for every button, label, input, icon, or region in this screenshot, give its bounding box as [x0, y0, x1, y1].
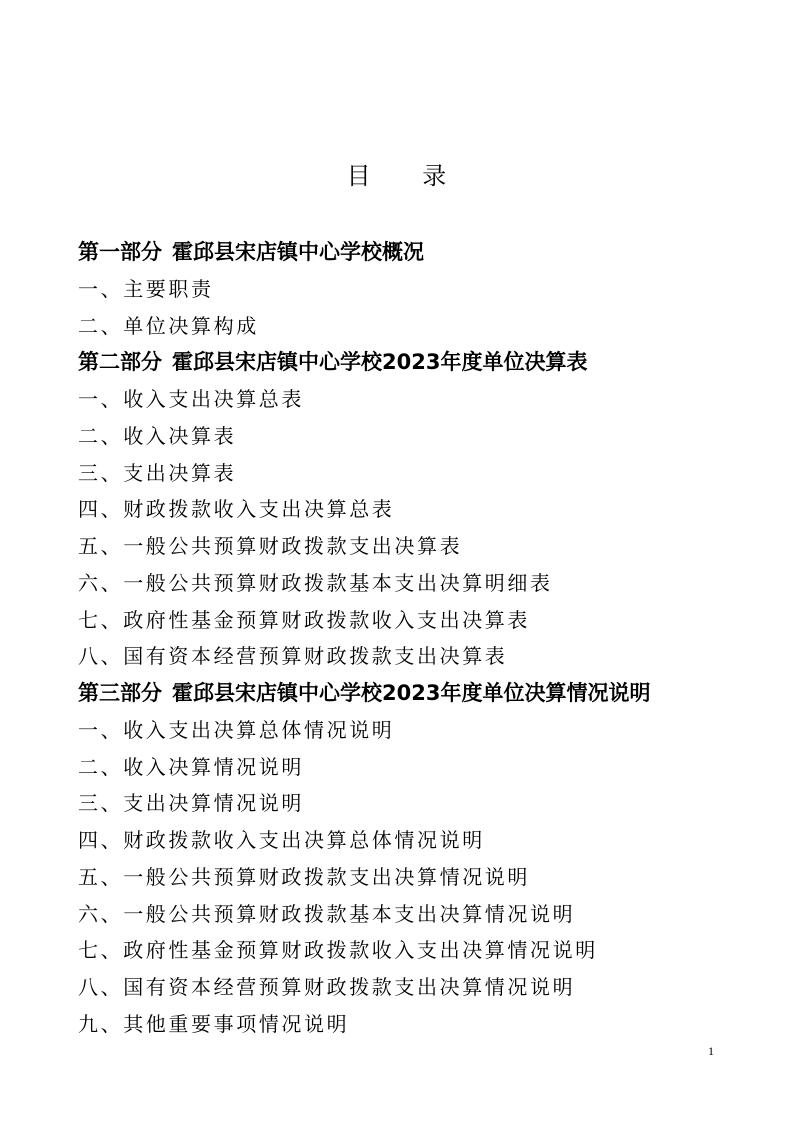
toc-item[interactable]: 五、一般公共预算财政拨款支出决算情况说明 [78, 864, 530, 889]
toc-item[interactable]: 二、收入决算表 [78, 423, 237, 448]
toc-item[interactable]: 五、一般公共预算财政拨款支出决算表 [78, 534, 463, 558]
toc-item[interactable]: 六、一般公共预算财政拨款基本支出决算情况说明 [78, 901, 576, 926]
toc-part-3[interactable] [78, 675, 758, 712]
toc-item[interactable]: 七、政府性基金预算财政拨款收入支出决算情况说明 [78, 938, 598, 963]
toc-part-1[interactable] [78, 234, 758, 271]
toc-item[interactable]: 三、支出决算情况说明 [78, 791, 304, 816]
toc-item[interactable]: 二、单位决算构成 [78, 313, 259, 338]
part-3-label: 第三部分 [78, 681, 162, 705]
toc-item[interactable]: 二、收入决算情况说明 [78, 754, 304, 779]
table-of-contents [78, 234, 758, 1043]
page-number: 1 [708, 1044, 714, 1058]
toc-item[interactable]: 七、政府性基金预算财政拨款收入支出决算表 [78, 607, 530, 632]
toc-item[interactable]: 一、收入支出决算总体情况说明 [78, 717, 395, 742]
part-2-label: 第二部分 [78, 350, 162, 375]
toc-item[interactable]: 六、一般公共预算财政拨款基本支出决算明细表 [78, 570, 553, 595]
toc-item[interactable]: 九、其他重要事项情况说明 [78, 1011, 350, 1036]
toc-part-2[interactable] [78, 344, 758, 381]
part-3-title: 霍邱县宋店镇中心学校2023年度单位决算情况说明 [172, 681, 651, 705]
toc-item[interactable]: 三、支出决算表 [78, 460, 237, 485]
toc-item[interactable]: 四、财政拨款收入支出决算总表 [78, 497, 395, 522]
part-2-title: 霍邱县宋店镇中心学校2023年度单位决算表 [172, 350, 588, 375]
toc-item[interactable]: 一、收入支出决算总表 [78, 387, 304, 411]
toc-item[interactable]: 四、财政拨款收入支出决算总体情况说明 [78, 828, 485, 852]
toc-item[interactable]: 八、国有资本经营预算财政拨款支出决算情况说明 [78, 975, 576, 999]
part-1-label: 第一部分 [78, 240, 162, 264]
toc-item[interactable]: 一、主要职责 [78, 276, 214, 301]
toc-item[interactable]: 八、国有资本经营预算财政拨款支出决算表 [78, 644, 508, 669]
toc-title: 目 录 [346, 162, 469, 190]
part-1-title: 霍邱县宋店镇中心学校概况 [172, 240, 424, 264]
